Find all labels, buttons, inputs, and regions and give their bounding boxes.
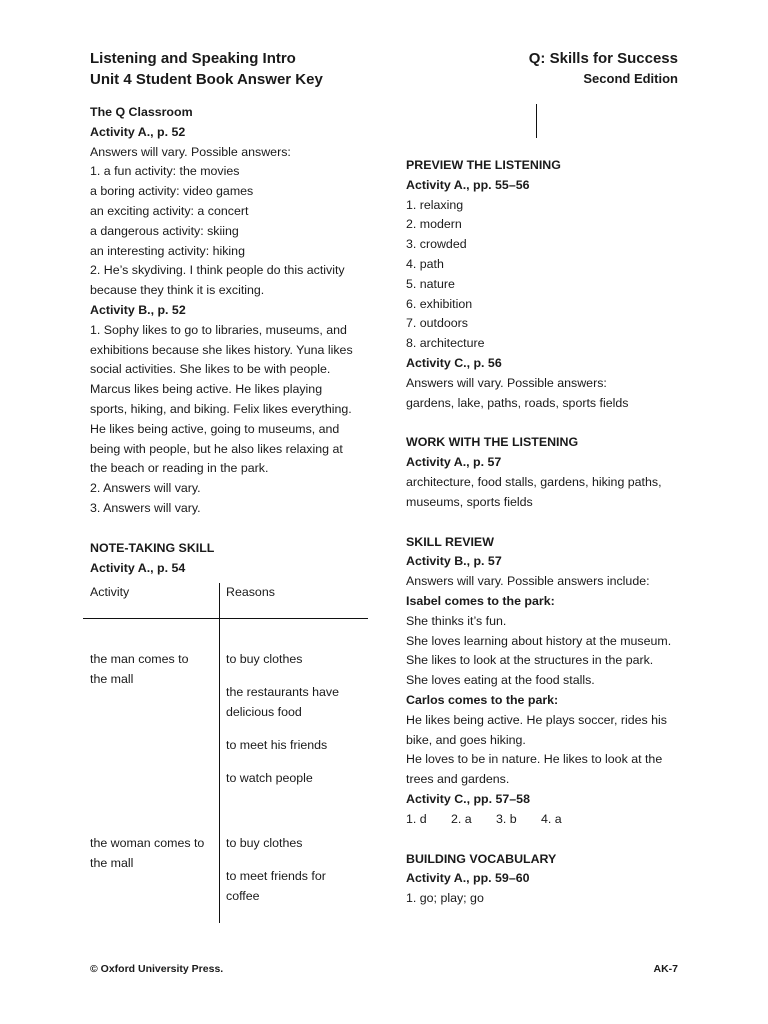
activity-heading: Activity A., pp. 59–60: [406, 871, 530, 886]
text-line: architecture, food stalls, gardens, hiking paths,: [406, 474, 662, 489]
brand-name: Q: Skills for Success: [528, 50, 678, 67]
table-cell-reason: to buy clothes: [226, 652, 303, 666]
edition-label: Second Edition: [583, 71, 678, 86]
section-heading: SKILL REVIEW: [406, 534, 494, 549]
activity-heading: Activity A., p. 57: [406, 455, 502, 470]
cell-line: delicious food: [226, 704, 302, 719]
text-line: a boring activity: video games: [90, 184, 254, 199]
right-column: [406, 156, 696, 909]
list-item: 1. relaxing: [406, 197, 464, 212]
answers-row: [406, 810, 696, 830]
activity-heading: Activity B., p. 57: [406, 554, 502, 569]
list-item: 3. crowded: [406, 237, 467, 252]
activity-heading: Activity A., p. 52: [90, 124, 186, 139]
text-line: 1. a fun activity: the movies: [90, 164, 240, 179]
table-cell-activity: [90, 834, 215, 874]
activity-heading: Activity C., pp. 57–58: [406, 791, 530, 806]
text-line: She loves eating at the food stalls.: [406, 673, 595, 688]
section-heading: The Q Classroom: [90, 105, 193, 119]
list-item: 2. modern: [406, 217, 462, 232]
activity-heading: Activity A., p. 54: [90, 560, 186, 575]
list-item: 8. architecture: [406, 336, 485, 351]
text-line: Answers will vary. Possible answers include:: [406, 574, 650, 589]
subheading: Isabel comes to the park:: [406, 593, 555, 608]
section-heading: WORK WITH THE LISTENING: [406, 435, 579, 450]
text-line: gardens, lake, paths, roads, sports fields: [406, 395, 629, 410]
text-line: museums, sports fields: [406, 494, 533, 509]
note-taking-table: [83, 583, 368, 923]
table-cell-reason: to buy clothes: [226, 836, 303, 850]
text-line: He likes being active, going to museums, and: [90, 421, 340, 436]
text-line: social activities. She likes to be with people.: [90, 362, 331, 377]
answer: 4. a: [541, 811, 562, 826]
cell-line: the mall: [90, 855, 134, 870]
list-item: 5. nature: [406, 276, 455, 291]
text-line: trees and gardens.: [406, 772, 510, 787]
text-line: exhibitions because she likes history. Yuna likes: [90, 342, 353, 357]
activity-heading: Activity B., p. 52: [90, 302, 186, 317]
text-line: 2. He’s skydiving. I think people do this activity: [90, 263, 345, 278]
text-line: bike, and goes hiking.: [406, 732, 526, 747]
activity-heading: Activity A., pp. 55–56: [406, 177, 530, 192]
text-line: because they think it is exciting.: [90, 283, 265, 298]
text-line: Marcus likes being active. He likes playing: [90, 382, 323, 397]
table-cell-activity: [90, 650, 215, 690]
table-cell-reason: to watch people: [226, 771, 313, 785]
cell-line: to meet friends for: [226, 869, 326, 883]
list-item: 6. exhibition: [406, 296, 473, 311]
text-line: 2. Answers will vary.: [90, 481, 201, 496]
list-item: 7. outdoors: [406, 316, 468, 331]
brand-block: [529, 48, 678, 89]
answer: 1. d: [406, 811, 427, 826]
cell-line: the man comes to: [90, 652, 189, 666]
title-line-1: Listening and Speaking Intro: [90, 50, 296, 67]
text-line: He likes being active. He plays soccer, rides his: [406, 712, 668, 727]
text-line: being with people, but he also likes relaxing at: [90, 441, 343, 456]
document-title: [90, 48, 323, 90]
text-line: 3. Answers will vary.: [90, 500, 201, 515]
text-line: He loves to be in nature. He likes to look at the: [406, 752, 663, 767]
subheading: Carlos comes to the park:: [406, 692, 559, 707]
left-column: [90, 103, 365, 578]
text-line: She likes to look at the structures in the park.: [406, 653, 654, 668]
section-heading: PREVIEW THE LISTENING: [406, 158, 561, 172]
table-header-reasons: Reasons: [226, 585, 275, 599]
cell-line: the mall: [90, 671, 134, 686]
answer: 3. b: [496, 811, 517, 826]
copyright-footer: © Oxford University Press.: [90, 963, 224, 975]
text-line: 1. Sophy likes to go to libraries, museums, and: [90, 322, 347, 337]
answer: 2. a: [451, 811, 472, 826]
text-line: an interesting activity: hiking: [90, 243, 245, 258]
text-line: a dangerous activity: skiing: [90, 223, 239, 238]
cell-line: the woman comes to: [90, 836, 205, 850]
text-line: an exciting activity: a concert: [90, 203, 249, 218]
text-line: Answers will vary. Possible answers:: [90, 144, 291, 159]
cell-line: the restaurants have: [226, 685, 339, 699]
text-line: She loves learning about history at the museum.: [406, 633, 672, 648]
text-line: Answers will vary. Possible answers:: [406, 375, 607, 390]
page-number: AK-7: [653, 963, 678, 975]
section-heading: NOTE-TAKING SKILL: [90, 540, 215, 555]
cell-line: coffee: [226, 888, 260, 903]
table-header-divider: [83, 618, 368, 619]
table-cell-reason: [226, 867, 366, 907]
text-line: 1. go; play; go: [406, 891, 484, 906]
section-heading: BUILDING VOCABULARY: [406, 851, 557, 866]
table-header-activity: Activity: [90, 585, 130, 599]
activity-heading: Activity C., p. 56: [406, 355, 502, 370]
title-line-2: Unit 4 Student Book Answer Key: [90, 71, 323, 88]
table-cell-reason: [226, 683, 366, 723]
text-line: She thinks it’s fun.: [406, 613, 507, 628]
text-line: sports, hiking, and biking. Felix likes everything.: [90, 401, 352, 416]
text-cursor-bar: [536, 104, 537, 138]
text-line: the beach or reading in the park.: [90, 461, 269, 476]
list-item: 4. path: [406, 256, 444, 271]
table-column-divider: [219, 583, 220, 923]
table-cell-reason: to meet his friends: [226, 738, 328, 752]
